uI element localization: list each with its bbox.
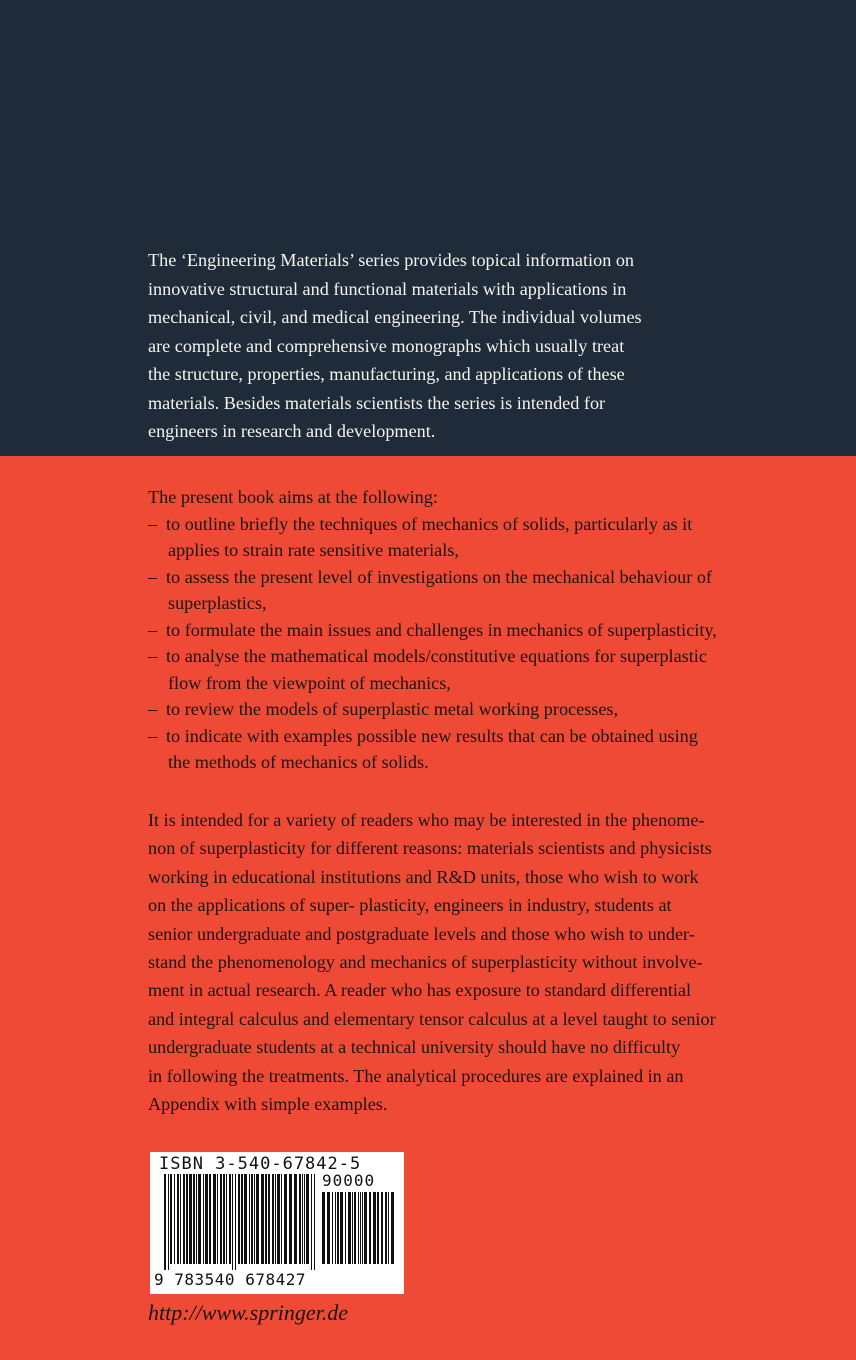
readers-line: It is intended for a variety of readers who may be interested in the phenome- xyxy=(148,810,705,830)
readers-line: non of superplasticity for different reasons: materials scientists and physicists xyxy=(148,838,712,859)
aim-line: to review the models of superplastic metal working processes, xyxy=(166,699,619,719)
series-line: are complete and comprehensive monographs which usually treat xyxy=(148,335,625,356)
intended-readers xyxy=(148,806,798,1118)
aim-item: – to analyse the mathematical models/constitutive equations for superplastic flow from the viewpoint of mechanics, xyxy=(148,643,798,696)
aims-section xyxy=(148,484,798,776)
readers-line: Appendix with simple examples. xyxy=(148,1094,388,1115)
readers-line: working in educational institutions and R&D units, those who wish to work xyxy=(148,866,699,887)
series-line: engineers in research and development. xyxy=(148,421,436,441)
isbn-label: ISBN 3-540-67842-5 xyxy=(159,1154,362,1174)
aim-item: – to review the models of superplastic metal working processes, xyxy=(148,696,798,723)
readers-line: in following the treatments. The analytical procedures are explained in an xyxy=(148,1065,684,1086)
price-code: 90000 xyxy=(322,1171,376,1190)
series-description xyxy=(148,246,748,446)
aim-line: to assess the present level of investigations on the mechanical behaviour of xyxy=(166,566,712,587)
series-band xyxy=(0,0,856,456)
aims-intro: The present book aims at the following: xyxy=(148,487,438,507)
aims-list xyxy=(148,511,798,776)
aim-line: flow from the viewpoint of mechanics, xyxy=(168,672,451,693)
aim-line: applies to strain rate sensitive materials, xyxy=(168,540,459,560)
series-line: The ‘Engineering Materials’ series provides topical information on xyxy=(148,250,635,270)
addon-barcode-bars-icon xyxy=(322,1192,394,1270)
series-line: the structure, properties, manufacturing, and applications of these xyxy=(148,364,625,384)
aim-line: to formulate the main issues and challenges in mechanics of superplasticity, xyxy=(166,619,717,640)
readers-line: stand the phenomenology and mechanics of superplasticity without involve- xyxy=(148,952,703,973)
readers-line: ment in actual research. A reader who has exposure to standard differential xyxy=(148,980,692,1001)
readers-line: and integral calculus and elementary tensor calculus at a level taught to senior xyxy=(148,1008,716,1029)
aim-line: the methods of mechanics of solids. xyxy=(168,752,429,772)
isbn-barcode xyxy=(150,1152,404,1294)
series-line: innovative structural and functional materials with applications in xyxy=(148,278,627,299)
aim-line: to outline briefly the techniques of mechanics of solids, particularly as it xyxy=(166,513,693,534)
barcode-bars-icon xyxy=(164,1174,316,1270)
readers-line: on the applications of super- plasticity, engineers in industry, students at xyxy=(148,895,672,916)
aim-item: – to assess the present level of investigations on the mechanical behaviour of superplastics, xyxy=(148,564,798,617)
aim-item: – to outline briefly the techniques of mechanics of solids, particularly as it applies to strain rate sensitive materials, xyxy=(148,511,798,564)
ean-digits: 9 783540 678427 xyxy=(154,1270,306,1289)
readers-line: undergraduate students at a technical university should have no difficulty xyxy=(148,1037,681,1058)
series-line: mechanical, civil, and medical engineering. The individual volumes xyxy=(148,307,642,327)
aim-line: superplastics, xyxy=(168,593,267,613)
publisher-url: http://www.springer.de xyxy=(148,1300,349,1325)
readers-line: senior undergraduate and postgraduate levels and those who wish to under- xyxy=(148,923,695,944)
aim-line: to analyse the mathematical models/constitutive equations for superplastic xyxy=(166,646,707,666)
aim-item: – to indicate with examples possible new results that can be obtained using the methods of mechanics of solids. xyxy=(148,723,798,776)
series-line: materials. Besides materials scientists the series is intended for xyxy=(148,392,606,413)
aim-item: – to formulate the main issues and challenges in mechanics of superplasticity, xyxy=(148,617,798,644)
aim-line: to indicate with examples possible new results that can be obtained using xyxy=(166,725,698,746)
